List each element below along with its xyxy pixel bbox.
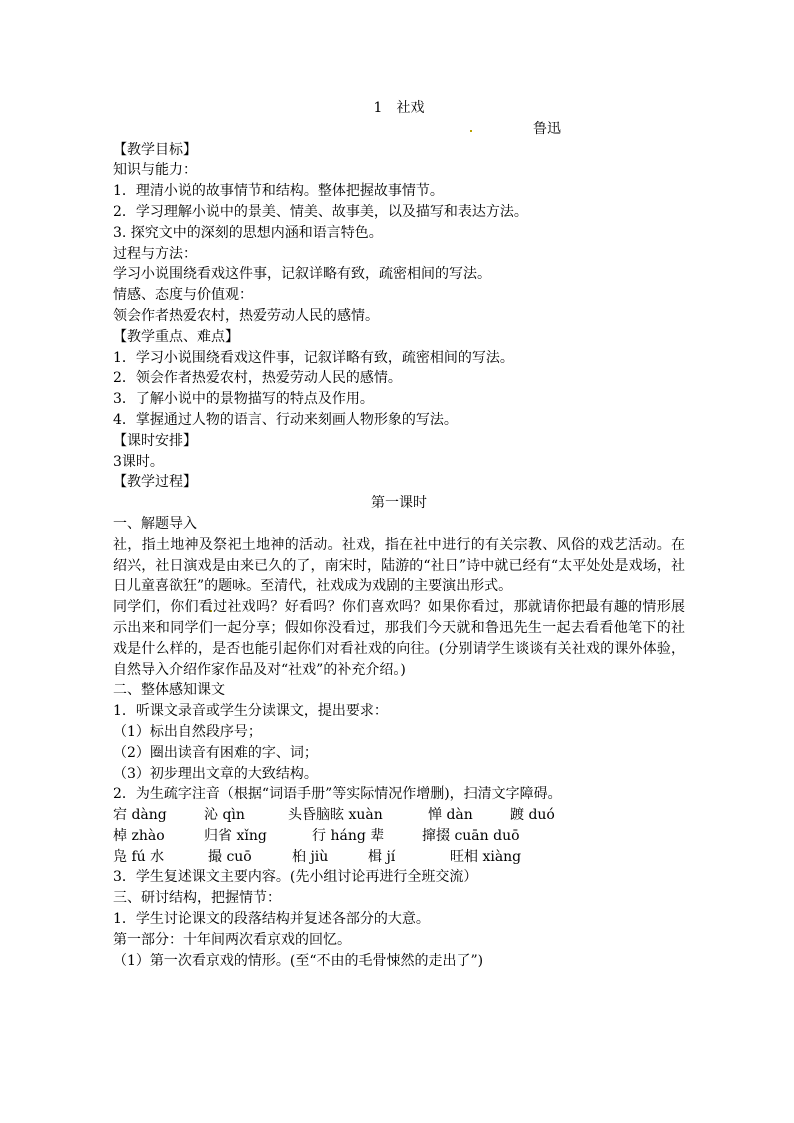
list-item: 2．为生疏字注音（根据“词语手册”等实际情况作增删)，扫清文字障碍。 bbox=[113, 786, 562, 803]
schedule-heading: 【课时安排】 bbox=[113, 432, 197, 449]
knowledge-item: 1．理清小说的故事情节和结构。整体把握故事情节。 bbox=[113, 183, 444, 200]
schedule-text: 3课时。 bbox=[113, 453, 164, 470]
sub-item: （3）初步理出文章的大致结构。 bbox=[113, 765, 318, 782]
key-item: 3．了解小说中的景物描写的特点及作用。 bbox=[113, 391, 374, 408]
knowledge-item: 2．学习理解小说中的景美、情美、故事美，以及描写和表达方法。 bbox=[113, 203, 528, 220]
list-item: 1．学生讨论课文的段落结构并复述各部分的大意。 bbox=[113, 911, 430, 928]
vocab-entry: 头昏脑眩 xuàn bbox=[288, 807, 383, 824]
emotion-label: 情感、态度与价值观： bbox=[113, 287, 253, 304]
key-heading: 【教学重点、难点】 bbox=[113, 328, 239, 345]
list-item: 3．学生复述课文主要内容。(先小组讨论再进行全班交流） bbox=[113, 869, 478, 886]
vocab-entry: 沁 qìn bbox=[204, 807, 245, 824]
intro-paragraph: 同学们，你们看过社戏吗？好看吗？你们喜欢吗？如果你看过，那就请你把最有趣的情形展示出来和同学们一起分享；假如你没看过，那我们今天就和鲁迅先生一起去看看他笔下的社戏是什么样的，是否也能引起你们对看社戏的向往。(分别请学生谈谈有关社戏的课外体验，自然导入介绍作家作品及对“社戏”的补充介绍。) bbox=[113, 599, 685, 678]
vocab-entry: 归省 xǐng bbox=[204, 827, 267, 844]
part-title: 第一部分：十年间两次看京戏的回忆。 bbox=[113, 931, 351, 948]
process-heading: 【教学过程】 bbox=[113, 474, 197, 491]
key-item: 1．学习小说围绕看戏这件事，记叙详略有致，疏密相间的写法。 bbox=[113, 349, 514, 366]
vocab-entry: 踱 duó bbox=[510, 807, 555, 824]
vocab-entry: 凫 fú 水 bbox=[113, 848, 165, 865]
vocab-entry: 行 háng 辈 bbox=[312, 827, 385, 844]
process-label: 过程与方法： bbox=[113, 245, 197, 262]
author: 鲁迅 bbox=[533, 120, 561, 137]
goals-heading: 【教学目标】 bbox=[113, 141, 197, 158]
intro-paragraph: 社，指土地神及祭祀土地神的活动。社戏，指在社中进行的有关宗教、风俗的戏艺活动。在绍兴，社日演戏是由来已久的了，南宋时，陆游的“社日”诗中就已经有“太平处处是戏场，社日儿童喜欲狂”的题咏。至清代，社戏成为戏剧的主要演出形式。 bbox=[113, 536, 685, 595]
list-item: 1．听课文录音或学生分读课文，提出要求： bbox=[113, 703, 388, 720]
vocab-entry: 棹 zhào bbox=[113, 827, 165, 844]
vocab-row bbox=[113, 826, 685, 847]
section-title: 二、整体感知课文 bbox=[113, 682, 225, 699]
vocab-entry: 桕 jiù bbox=[292, 848, 329, 865]
section-title: 一、解题导入 bbox=[113, 515, 197, 532]
vocab-row bbox=[113, 847, 685, 868]
vocab-row bbox=[113, 805, 685, 826]
process-text: 学习小说围绕看戏这件事，记叙详略有致，疏密相间的写法。 bbox=[113, 266, 491, 283]
key-item: 2．领会作者热爱农村，热爱劳动人民的感情。 bbox=[113, 370, 402, 387]
vocab-entry: 旺相 xiàng bbox=[450, 848, 522, 865]
document-page bbox=[113, 98, 685, 971]
vocab-entry: 撮 cuō bbox=[208, 848, 252, 865]
knowledge-item: 3. 探究文中的深刻的思想内涵和语言特色。 bbox=[113, 224, 383, 241]
vocab-entry: 宕 dàng bbox=[113, 807, 167, 824]
vocab-entry: 楫 jí bbox=[368, 848, 396, 865]
sub-item: （1）标出自然段序号； bbox=[113, 723, 262, 740]
vocab-entry: 惮 dàn bbox=[428, 807, 473, 824]
key-item: 4．掌握通过人物的语言、行动来刻画人物形象的写法。 bbox=[113, 411, 458, 428]
sub-item: （1）第一次看京戏的情形。(至“不由的毛骨悚然的走出了”) bbox=[113, 952, 484, 969]
section-title: 三、研讨结构，把握情节： bbox=[113, 890, 281, 907]
page-title: 1 社戏 bbox=[373, 100, 425, 116]
sub-item: （2）圈出读音有困难的字、词； bbox=[113, 744, 318, 761]
vocab-entry: 撺掇 cuān duō bbox=[422, 827, 520, 844]
emotion-text: 领会作者热爱农村，热爱劳动人民的感情。 bbox=[113, 307, 379, 324]
lesson-title: 第一课时 bbox=[371, 495, 427, 512]
knowledge-label: 知识与能力： bbox=[113, 162, 197, 179]
